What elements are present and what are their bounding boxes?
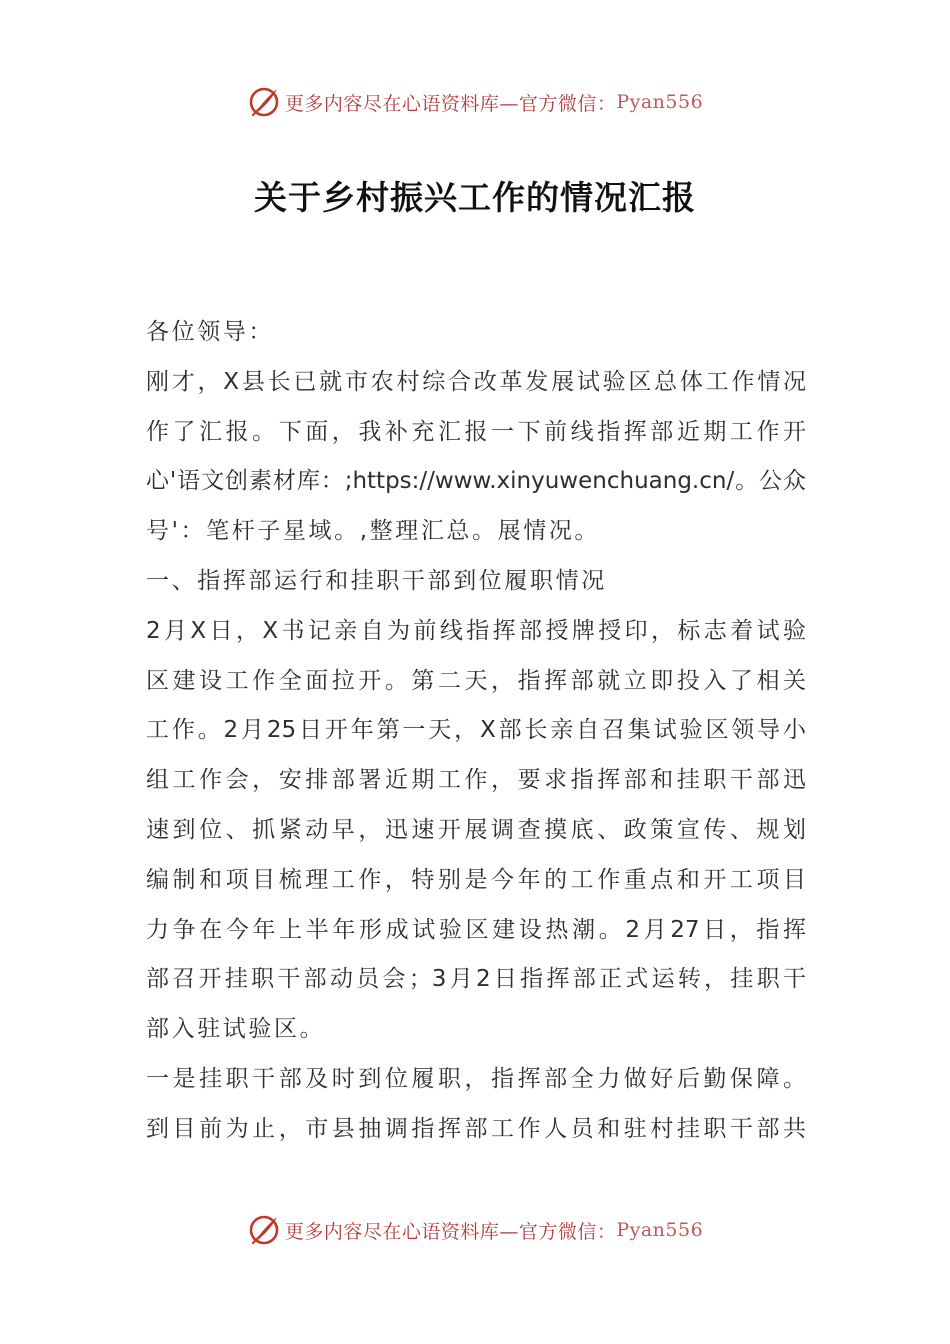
paragraph-line: 速到位、抓紧动早，迅速开展调查摸底、政策宣传、规划 xyxy=(146,816,806,843)
wechat-id: Pyan556 xyxy=(616,1219,704,1241)
page-title: 关于乡村振兴工作的情况汇报 xyxy=(254,178,696,217)
section-heading: 一、指挥部运行和挂职干部到位履职情况 xyxy=(146,567,607,594)
quill-logo-icon xyxy=(247,1213,281,1247)
paragraph-line: 工作。2月25日开年第一天，X部长亲自召集试验区领导小 xyxy=(146,717,806,744)
paragraph-line: 到目前为止，市县抽调指挥部工作人员和驻村挂职干部共 xyxy=(146,1115,806,1142)
paragraph-line: 编制和项目梳理工作，特别是今年的工作重点和开工项目 xyxy=(146,866,806,893)
paragraph-line: 2月X日，X书记亲自为前线指挥部授牌授印，标志着试验 xyxy=(146,617,806,644)
paragraph-line: 区建设工作全面拉开。第二天，指挥部就立即投入了相关 xyxy=(146,667,806,694)
paragraph-line: 组工作会，安排部署近期工作，要求指挥部和挂职干部迅 xyxy=(146,767,806,794)
paragraph-line: 作了汇报。下面，我补充汇报一下前线指挥部近期工作开 xyxy=(146,418,806,445)
watermark-text: 更多内容尽在心语资料库—官方微信： xyxy=(284,92,617,115)
quill-logo-icon xyxy=(247,85,281,119)
document-body xyxy=(146,308,806,1155)
paragraph-line: 一是挂职干部及时到位履职，指挥部全力做好后勤保障。 xyxy=(146,1065,806,1092)
paragraph-line: 部入驻试验区。 xyxy=(146,1016,326,1043)
paragraph-line: 力争在今年上半年形成试验区建设热潮。2月27日，指挥 xyxy=(146,916,806,943)
paragraph-line: 心'语文创素材库：;https://www.xinyuwenchuang.cn/。公众 xyxy=(146,468,806,495)
salutation-line: 各位领导： xyxy=(146,319,274,345)
wechat-id: Pyan556 xyxy=(616,91,704,113)
paragraph-line: 刚才，X县长已就市农村综合改革发展试验区总体工作情况 xyxy=(146,368,806,395)
paragraph-line: 号'：笔杆子星域。,整理汇总。展情况。 xyxy=(146,518,601,545)
paragraph-line: 部召开挂职干部动员会；3月2日指挥部正式运转，挂职干 xyxy=(146,966,806,993)
watermark-text: 更多内容尽在心语资料库—官方微信： xyxy=(284,1220,617,1243)
header-watermark-banner xyxy=(0,80,950,124)
footer-watermark-banner xyxy=(0,1208,950,1252)
